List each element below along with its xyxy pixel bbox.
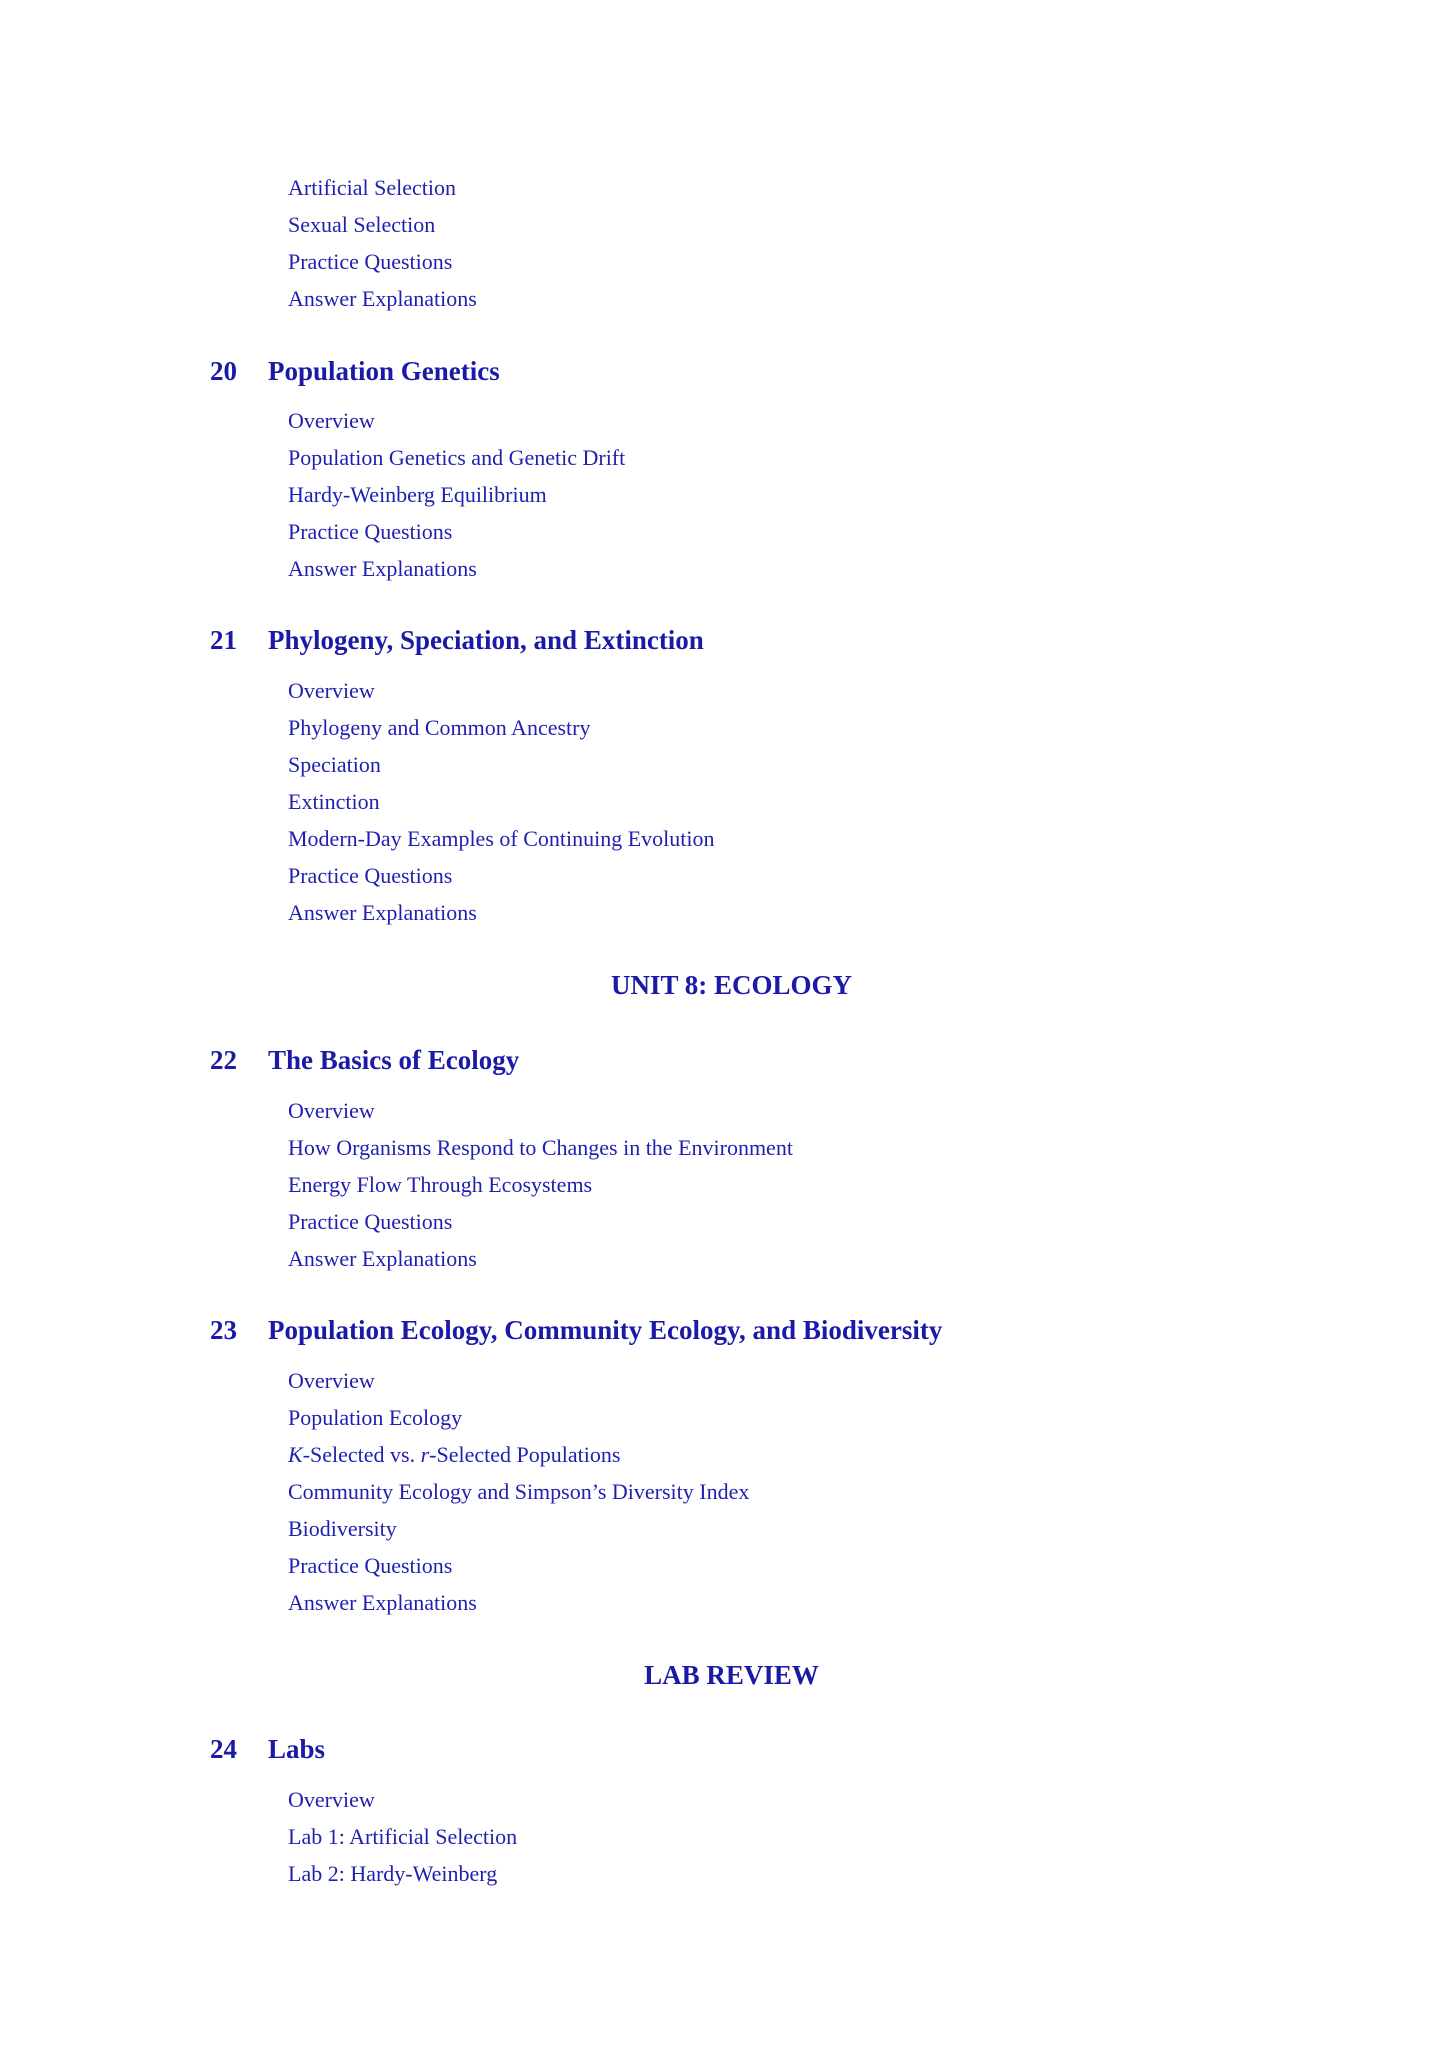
selected-vs-text: -Selected vs. (302, 1442, 421, 1467)
toc-item-practice-questions[interactable]: Practice Questions (288, 1209, 453, 1234)
chapter-number: 24 (210, 1734, 237, 1764)
chapter-number: 21 (210, 625, 237, 655)
toc-item-k-vs-r-selected[interactable] (288, 1441, 620, 1469)
k-letter: K (288, 1442, 303, 1467)
toc-item-community-ecology-simpson[interactable]: Community Ecology and Simpson’s Diversity Index (288, 1479, 750, 1504)
unit-heading-ecology[interactable] (0, 968, 1449, 1002)
selected-populations-text: -Selected Populations (429, 1442, 621, 1467)
chapter-title-labs[interactable]: Labs (268, 1734, 326, 1764)
toc-item-overview[interactable]: Overview (288, 1368, 375, 1393)
toc-item-sexual-selection[interactable]: Sexual Selection (288, 212, 436, 237)
chapter-number: 23 (210, 1315, 237, 1345)
toc-item-speciation[interactable]: Speciation (288, 752, 381, 777)
toc-item-population-ecology[interactable]: Population Ecology (288, 1405, 463, 1430)
chapter-title-population-community-ecology[interactable]: Population Ecology, Community Ecology, and Biodiversity (268, 1315, 943, 1345)
toc-item-answer-explanations[interactable]: Answer Explanations (288, 1246, 477, 1271)
toc-item-modern-day-examples[interactable]: Modern-Day Examples of Continuing Evolution (288, 826, 715, 851)
unit-heading-lab-review[interactable] (0, 1658, 1449, 1692)
chapter-title-basics-of-ecology[interactable]: The Basics of Ecology (268, 1045, 520, 1075)
toc-item-overview[interactable]: Overview (288, 1787, 375, 1812)
chapter-number: 20 (210, 356, 237, 386)
unit-heading-text: UNIT 8: ECOLOGY (610, 970, 853, 1000)
toc-item-practice-questions[interactable]: Practice Questions (288, 863, 453, 888)
unit-heading-text: LAB REVIEW (644, 1660, 819, 1690)
toc-item-artificial-selection[interactable]: Artificial Selection (288, 175, 456, 200)
r-letter: r (420, 1442, 430, 1467)
toc-item-phylogeny-common-ancestry[interactable]: Phylogeny and Common Ancestry (288, 715, 591, 740)
toc-item-extinction[interactable]: Extinction (288, 789, 380, 814)
toc-item-organisms-respond[interactable]: How Organisms Respond to Changes in the Environment (288, 1135, 793, 1160)
toc-item-population-genetics-genetic-drift[interactable]: Population Genetics and Genetic Drift (288, 445, 626, 470)
toc-item-answer-explanations[interactable]: Answer Explanations (288, 286, 477, 311)
toc-item-answer-explanations[interactable]: Answer Explanations (288, 556, 477, 581)
toc-item-practice-questions[interactable]: Practice Questions (288, 1553, 453, 1578)
toc-item-answer-explanations[interactable]: Answer Explanations (288, 1590, 477, 1615)
toc-item-overview[interactable]: Overview (288, 678, 375, 703)
toc-item-practice-questions[interactable]: Practice Questions (288, 249, 453, 274)
chapter-number: 22 (210, 1045, 237, 1075)
toc-item-answer-explanations[interactable]: Answer Explanations (288, 900, 477, 925)
toc-item-lab-2-hardy-weinberg[interactable]: Lab 2: Hardy-Weinberg (288, 1861, 498, 1886)
toc-item-energy-flow[interactable]: Energy Flow Through Ecosystems (288, 1172, 593, 1197)
chapter-title-population-genetics[interactable]: Population Genetics (268, 356, 500, 386)
toc-item-practice-questions[interactable]: Practice Questions (288, 519, 453, 544)
toc-item-lab-1-artificial-selection[interactable]: Lab 1: Artificial Selection (288, 1824, 518, 1849)
toc-item-biodiversity[interactable]: Biodiversity (288, 1516, 397, 1541)
toc-item-overview[interactable]: Overview (288, 408, 375, 433)
toc-item-overview[interactable]: Overview (288, 1098, 375, 1123)
chapter-title-phylogeny[interactable]: Phylogeny, Speciation, and Extinction (268, 625, 704, 655)
toc-item-hardy-weinberg-equilibrium[interactable]: Hardy-Weinberg Equilibrium (288, 482, 547, 507)
